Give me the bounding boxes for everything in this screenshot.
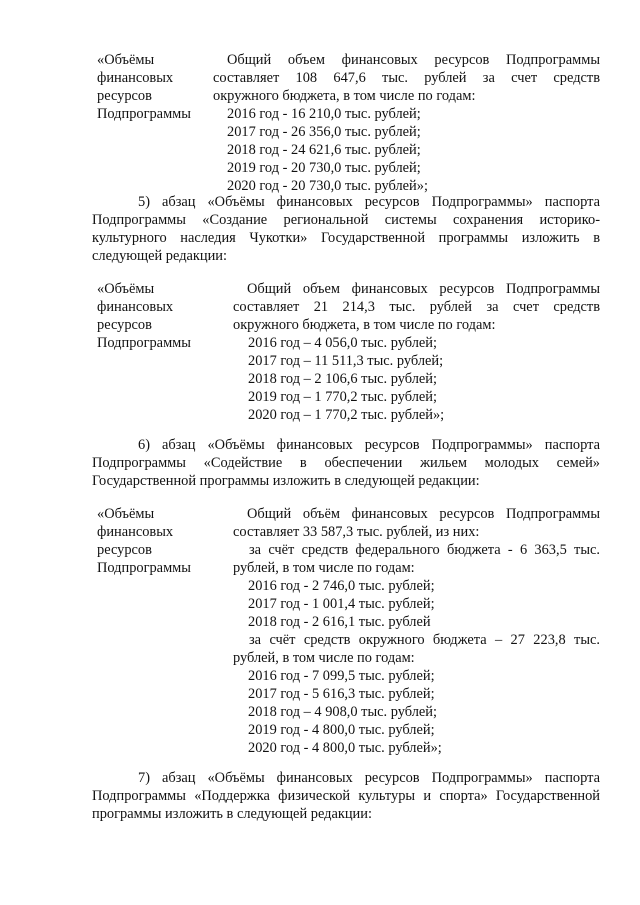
paragraph-line: Подпрограммы «Создание региональной системы сохранения историко- bbox=[92, 212, 600, 228]
table-value-line: 2018 год - 24 621,6 тыс. рублей; bbox=[227, 142, 421, 158]
table-value-line: 2016 год - 16 210,0 тыс. рублей; bbox=[227, 106, 421, 122]
table-value-line: окружного бюджета, в том числе по годам: bbox=[213, 88, 476, 104]
table-value-line: за счёт средств окружного бюджета – 27 223,8 тыс. bbox=[249, 632, 600, 648]
paragraph-line: культурного наследия Чукотки» Государственной программы изложить в bbox=[92, 230, 600, 246]
table-value-line: 2017 год - 26 356,0 тыс. рублей; bbox=[227, 124, 421, 140]
table-label: Подпрограммы bbox=[97, 560, 191, 576]
paragraph-line: Подпрограммы «Поддержка физической культуры и спорта» Государственной bbox=[92, 788, 600, 804]
table-label: ресурсов bbox=[97, 317, 152, 333]
table-value-line: 2020 год – 1 770,2 тыс. рублей»; bbox=[248, 407, 445, 423]
paragraph-line: 5) абзац «Объёмы финансовых ресурсов Подпрограммы» паспорта bbox=[138, 194, 600, 210]
table-value-line: 2019 год - 20 730,0 тыс. рублей; bbox=[227, 160, 421, 176]
table-value-line: 2016 год – 4 056,0 тыс. рублей; bbox=[248, 335, 437, 351]
table-value-line: составляет 108 647,6 тыс. рублей за счет средств bbox=[213, 70, 600, 86]
table-label: ресурсов bbox=[97, 88, 152, 104]
table-value-line: 2018 год - 2 616,1 тыс. рублей bbox=[248, 614, 431, 630]
paragraph-line: 6) абзац «Объёмы финансовых ресурсов Подпрограммы» паспорта bbox=[138, 437, 600, 453]
table-label: финансовых bbox=[97, 524, 174, 540]
table-value-line: рублей, в том числе по годам: bbox=[233, 650, 415, 666]
table-value-line: 2020 год - 20 730,0 тыс. рублей»; bbox=[227, 178, 428, 194]
table-value-line: окружного бюджета, в том числе по годам: bbox=[233, 317, 496, 333]
table-label: «Объёмы bbox=[97, 281, 155, 297]
table-label: Подпрограммы bbox=[97, 106, 191, 122]
table-value-line: 2016 год - 7 099,5 тыс. рублей; bbox=[248, 668, 435, 684]
table-value-line: составляет 21 214,3 тыс. рублей за счет средств bbox=[233, 299, 600, 315]
table-value-line: рублей, в том числе по годам: bbox=[233, 560, 415, 576]
table-value-line: 2017 год – 11 511,3 тыс. рублей; bbox=[248, 353, 444, 369]
paragraph-line: Государственной программы изложить в следующей редакции: bbox=[92, 473, 480, 489]
table-value-line: 2017 год - 1 001,4 тыс. рублей; bbox=[248, 596, 435, 612]
table-value-line: Общий объем финансовых ресурсов Подпрограммы bbox=[247, 281, 600, 297]
table-label: Подпрограммы bbox=[97, 335, 191, 351]
table-value-line: 2016 год - 2 746,0 тыс. рублей; bbox=[248, 578, 435, 594]
paragraph-line: программы изложить в следующей редакции: bbox=[92, 806, 372, 822]
table-value-line: составляет 33 587,3 тыс. рублей, из них: bbox=[233, 524, 480, 540]
table-value-line: 2020 год - 4 800,0 тыс. рублей»; bbox=[248, 740, 442, 756]
table-value-line: Общий объём финансовых ресурсов Подпрограммы bbox=[247, 506, 600, 522]
paragraph-line: следующей редакции: bbox=[92, 248, 227, 264]
paragraph-line: Подпрограммы «Содействие в обеспечении жильем молодых семей» bbox=[92, 455, 600, 471]
table-label: «Объёмы bbox=[97, 506, 155, 522]
table-label: финансовых bbox=[97, 70, 174, 86]
table-value-line: Общий объем финансовых ресурсов Подпрограммы bbox=[227, 52, 600, 68]
table-value-line: 2018 год – 2 106,6 тыс. рублей; bbox=[248, 371, 437, 387]
table-value-line: 2019 год - 4 800,0 тыс. рублей; bbox=[248, 722, 435, 738]
table-label: ресурсов bbox=[97, 542, 152, 558]
table-label: «Объёмы bbox=[97, 52, 155, 68]
table-label: финансовых bbox=[97, 299, 174, 315]
table-value-line: 2019 год – 1 770,2 тыс. рублей; bbox=[248, 389, 437, 405]
table-value-line: за счёт средств федерального бюджета - 6 363,5 тыс. bbox=[249, 542, 600, 558]
table-value-line: 2017 год - 5 616,3 тыс. рублей; bbox=[248, 686, 435, 702]
paragraph-line: 7) абзац «Объёмы финансовых ресурсов Подпрограммы» паспорта bbox=[138, 770, 600, 786]
table-value-line: 2018 год – 4 908,0 тыс. рублей; bbox=[248, 704, 437, 720]
